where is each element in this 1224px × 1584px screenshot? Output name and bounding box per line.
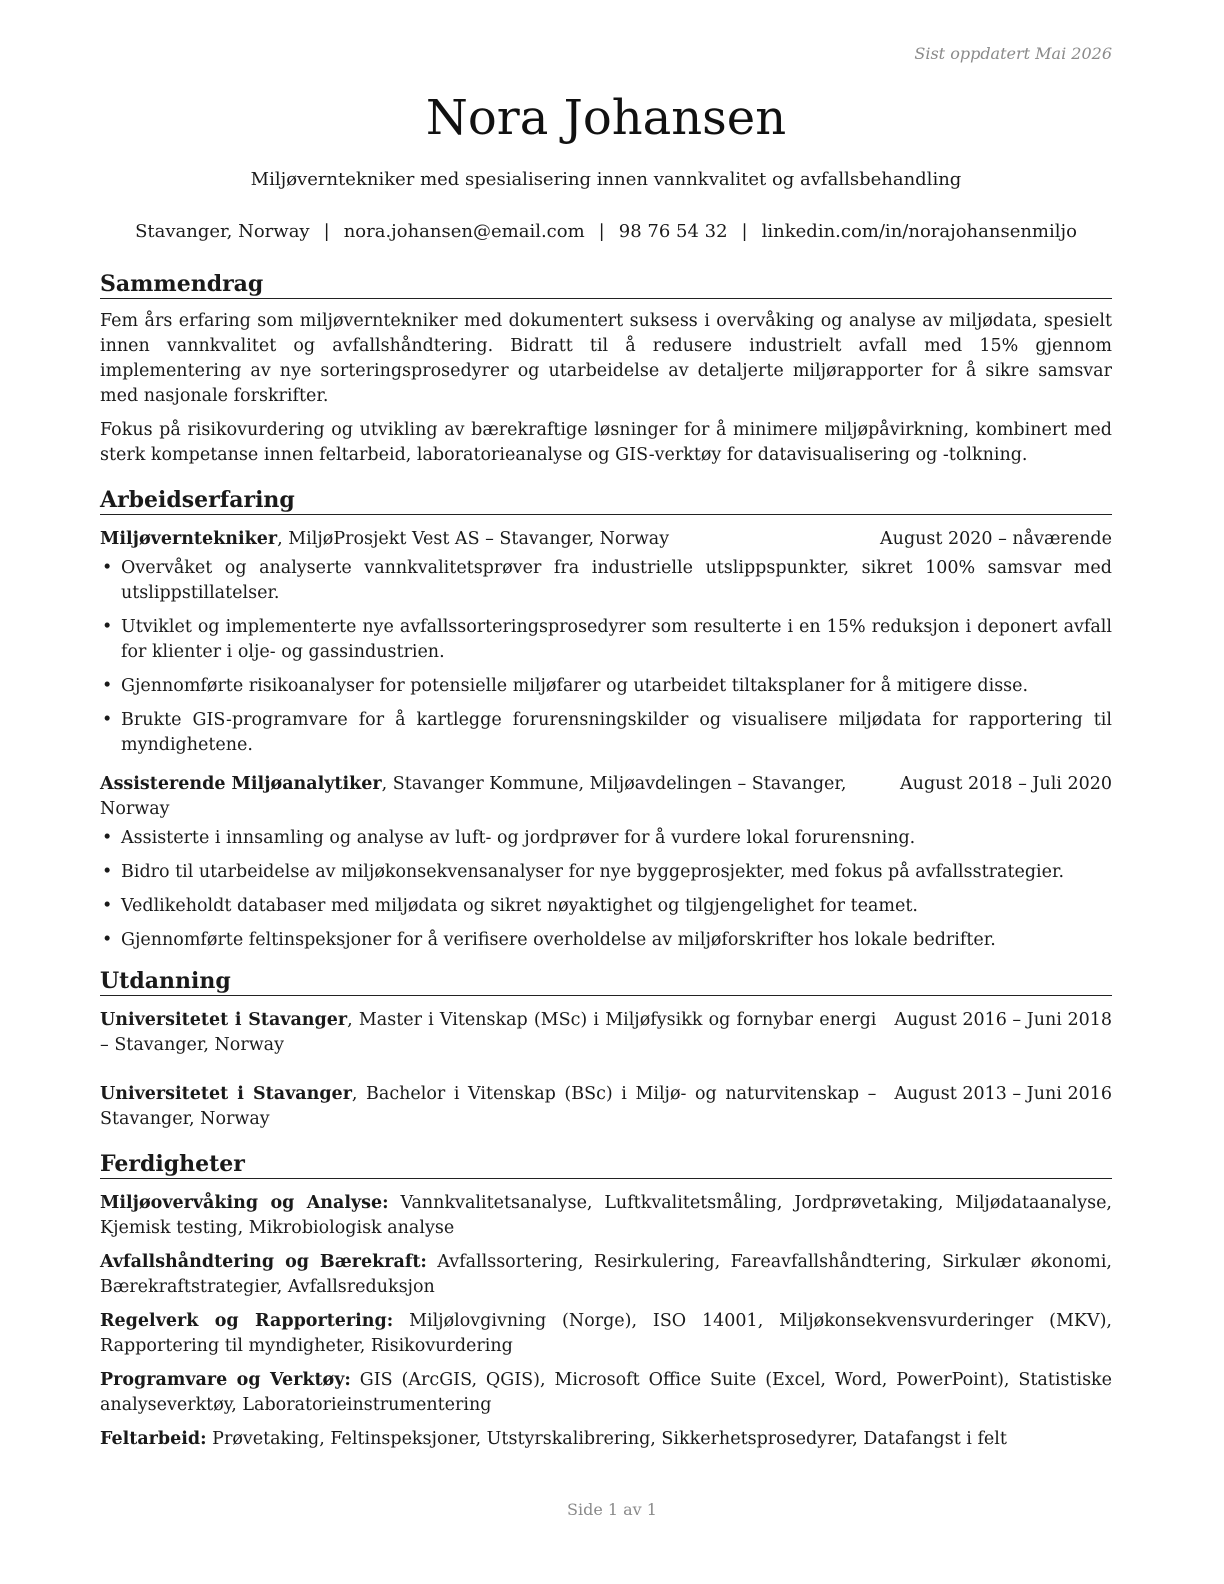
job-role: Assisterende Miljøanalytiker xyxy=(100,774,382,794)
tagline: Miljøverntekniker med spesialisering innen vannkvalitet og avfallsbehandling xyxy=(250,169,962,190)
job-header xyxy=(100,527,1112,552)
education-date: August 2013 – Juni 2016 xyxy=(894,1084,1112,1104)
job-entry xyxy=(100,527,1112,758)
job-header xyxy=(100,772,1112,822)
section-title-summary: Sammendrag xyxy=(100,270,1112,299)
bullet-icon: • xyxy=(102,930,113,950)
education-school: Universitetet i Stavanger xyxy=(100,1084,352,1104)
skill-row xyxy=(100,1368,1112,1418)
contact-phone: 98 76 54 32 xyxy=(618,221,728,242)
contact-separator: | xyxy=(323,221,330,242)
job-org: , Stavanger Kommune, Miljøavdelingen – Stavanger, Norway xyxy=(100,774,847,819)
education-degree: , Bachelor i Vitenskap (BSc) i Miljø- og naturvitenskap – Stavanger, Norway xyxy=(100,1084,877,1129)
section-title-skills: Ferdigheter xyxy=(100,1150,1112,1179)
skill-label: Regelverk og Rapportering: xyxy=(100,1311,394,1331)
skill-row xyxy=(100,1250,1112,1300)
experience-section xyxy=(100,486,1112,953)
skill-label: Avfallshåndtering og Bærekraft: xyxy=(100,1252,427,1272)
bullet-text: Assisterte i innsamling og analyse av luft- og jordprøver for å vurdere lokal forurensning. xyxy=(121,828,916,848)
bullet-icon: • xyxy=(102,558,113,578)
contact-separator: | xyxy=(741,221,748,242)
education-degree: , Master i Vitenskap (MSc) i Miljøfysikk og fornybar energi – Stavanger, Norway xyxy=(100,1010,877,1055)
job-org: , MiljøProsjekt Vest AS – Stavanger, Norway xyxy=(277,529,670,549)
bullet-text: Utviklet og implementerte nye avfallssorteringsprosedyrer som resulterte i en 15% reduksjon i deponert avfall for klienter i olje- og gassindustrien. xyxy=(121,617,1112,662)
list-item xyxy=(100,615,1112,665)
section-title-education: Utdanning xyxy=(100,967,1112,996)
skill-text: Vannkvalitetsanalyse, Luftkvalitetsmåling, Jordprøvetaking, Miljødataanalyse, Kjemisk testing, Mikrobiologisk analyse xyxy=(100,1193,1112,1238)
bullet-icon: • xyxy=(102,617,113,637)
bullet-text: Bidro til utarbeidelse av miljøkonsekvensanalyser for nye byggeprosjekter, med fokus på avfallsstrategier. xyxy=(121,862,1065,882)
education-entry xyxy=(100,1082,1112,1132)
education-section xyxy=(100,967,1112,1132)
page-number: Side 1 av 1 xyxy=(567,1500,657,1519)
skill-row xyxy=(100,1191,1112,1241)
list-item xyxy=(100,708,1112,758)
job-date: August 2020 – nåværende xyxy=(880,529,1112,549)
skills-section xyxy=(100,1150,1112,1452)
education-entry xyxy=(100,1008,1112,1058)
last-updated: Sist oppdatert Mai 2026 xyxy=(914,44,1112,63)
contact-separator: | xyxy=(598,221,605,242)
skill-text: Avfallssortering, Resirkulering, Fareavfallshåndtering, Sirkulær økonomi, Bærekraftstrategier, Avfallsreduksjon xyxy=(100,1252,1112,1297)
bullet-text: Vedlikeholdt databaser med miljødata og sikret nøyaktighet og tilgjengelighet for teamet. xyxy=(121,896,918,916)
skill-label: Feltarbeid: xyxy=(100,1429,207,1449)
skill-row xyxy=(100,1427,1112,1452)
skill-text: Prøvetaking, Feltinspeksjoner, Utstyrskalibrering, Sikkerhetsprosedyrer, Datafangst i felt xyxy=(206,1429,1007,1449)
contact-line xyxy=(100,220,1112,244)
education-date: August 2016 – Juni 2018 xyxy=(894,1010,1112,1030)
contact-linkedin[interactable]: linkedin.com/in/norajohansenmiljo xyxy=(761,221,1077,242)
bullet-text: Brukte GIS-programvare for å kartlegge forurensningskilder og visualisere miljødata for rapportering til myndighetene. xyxy=(121,710,1112,755)
job-entry xyxy=(100,772,1112,953)
summary-paragraph: Fokus på risikovurdering og utvikling av bærekraftige løsninger for å minimere miljøpåvirkning, kombinert med sterk kompetanse innen feltarbeid, laboratorieanalyse og GIS-verktøy for datavisualisering og -tolkning. xyxy=(100,420,1112,465)
job-role: Miljøverntekniker xyxy=(100,529,278,549)
list-item xyxy=(100,556,1112,606)
list-item xyxy=(100,826,1112,851)
resume-content xyxy=(100,270,1112,1452)
list-item xyxy=(100,928,1112,953)
bullet-icon: • xyxy=(102,710,113,730)
bullet-icon: • xyxy=(102,828,113,848)
bullet-text: Overvåket og analyserte vannkvalitetsprøver fra industrielle utslippspunkter, sikret 100% samsvar med utslippstillatelser. xyxy=(121,558,1112,603)
list-item xyxy=(100,860,1112,885)
bullet-text: Gjennomførte risikoanalyser for potensielle miljøfarer og utarbeidet tiltaksplaner for å mitigere disse. xyxy=(121,676,1029,696)
job-date: August 2018 – Juli 2020 xyxy=(900,774,1112,794)
bullet-icon: • xyxy=(102,862,113,882)
summary-paragraph: Fem års erfaring som miljøverntekniker med dokumentert suksess i overvåking og analyse av miljødata, spesielt innen vannkvalitet og avfallshåndtering. Bidratt til å redusere industrielt avfall med 15% gjennom implementering av nye sorteringsprosedyrer og utarbeidelse av detaljerte miljørapporter for å sikre samsvar med nasjonale forskrifter. xyxy=(100,311,1112,406)
skill-text: GIS (ArcGIS, QGIS), Microsoft Office Suite (Excel, Word, PowerPoint), Statistiske analyseverktøy, Laboratorieinstrumentering xyxy=(100,1370,1113,1415)
candidate-name: Nora Johansen xyxy=(425,90,787,146)
skill-text: Miljølovgivning (Norge), ISO 14001, Miljøkonsekvensvurderinger (MKV), Rapportering til myndigheter, Risikovurdering xyxy=(100,1311,1112,1356)
skill-label: Miljøovervåking og Analyse: xyxy=(100,1193,389,1213)
summary-section xyxy=(100,270,1112,468)
list-item xyxy=(100,674,1112,699)
skill-label: Programvare og Verktøy: xyxy=(100,1370,351,1390)
job-bullets xyxy=(100,556,1112,758)
skill-row xyxy=(100,1309,1112,1359)
job-bullets xyxy=(100,826,1112,953)
contact-location: Stavanger, Norway xyxy=(135,221,310,242)
bullet-icon: • xyxy=(102,896,113,916)
section-title-experience: Arbeidserfaring xyxy=(100,486,1112,515)
list-item xyxy=(100,894,1112,919)
bullet-text: Gjennomførte feltinspeksjoner for å verifisere overholdelse av miljøforskrifter hos lokale bedrifter. xyxy=(121,930,996,950)
bullet-icon: • xyxy=(102,676,113,696)
contact-email[interactable]: nora.johansen@email.com xyxy=(343,221,585,242)
education-school: Universitetet i Stavanger xyxy=(100,1010,348,1030)
